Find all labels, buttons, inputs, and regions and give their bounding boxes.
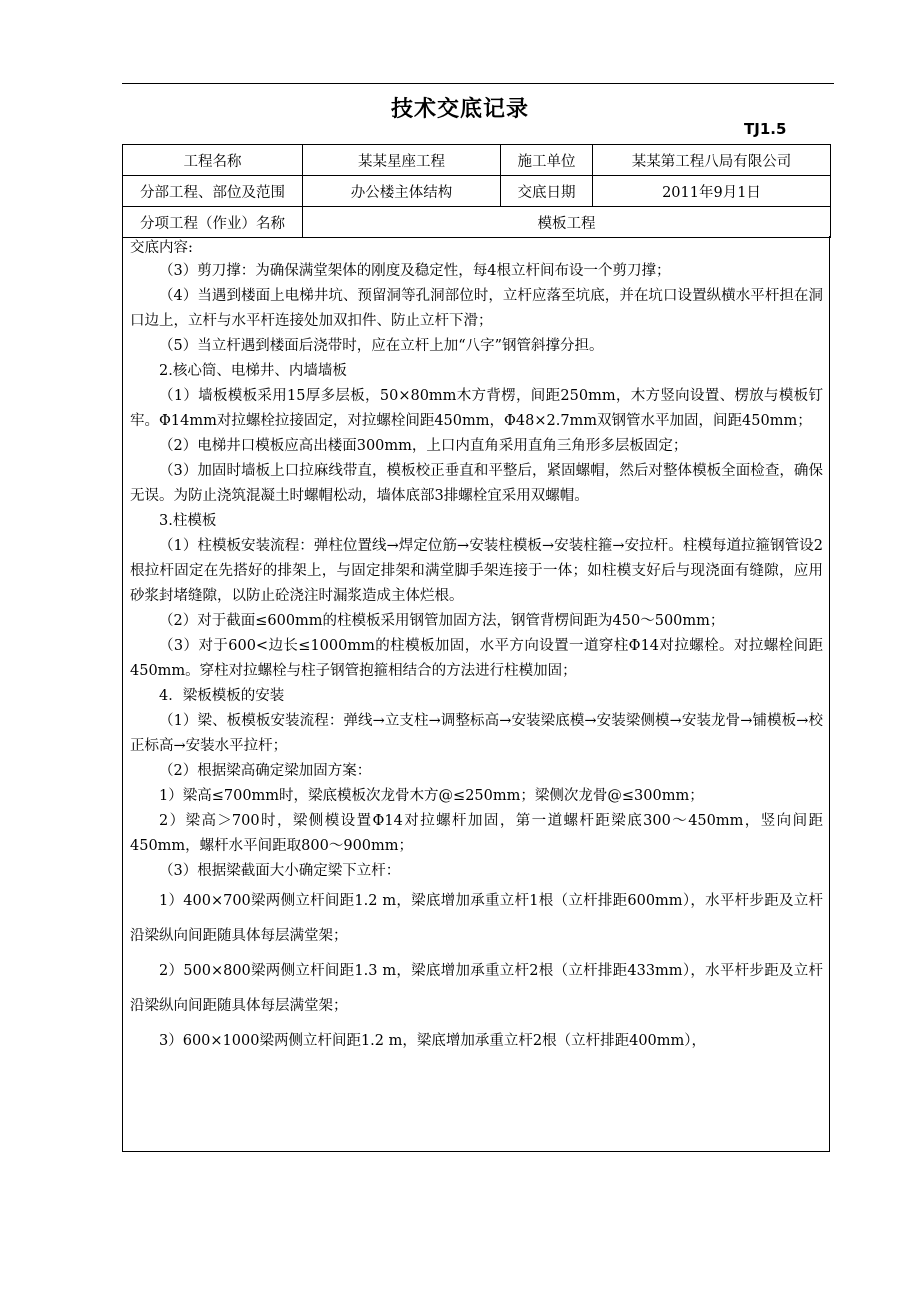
value-project-name: 某某星座工程 <box>303 145 501 176</box>
paragraph: （1）梁、板模板安装流程：弹线→立支柱→调整标高→安装梁底模→安装梁侧模→安装龙骨→铺模板→校正标高→安装水平拉杆； <box>130 713 823 754</box>
paragraph: 2）500×800梁两侧立杆间距1.3 m，梁底增加承重立杆2根（立杆排距433mm），水平杆步距及立杆沿梁纵向间距随具体每层满堂架； <box>130 963 823 1014</box>
paragraph: （1）柱模板安装流程：弹柱位置线→焊定位筋→安装柱模板→安装柱箍→安拉杆。柱模每道拉箍钢管设2根拉杆固定在先搭好的排架上，与固定排架和满堂脚手架连接于一体；如柱模支好后与现浇面有缝隙，应用砂浆封堵缝隙，以防止砼浇注时漏浆造成主体烂根。 <box>130 538 823 604</box>
document-code: TJ1.5 <box>744 120 787 138</box>
paragraph: （3）根据梁截面大小确定梁下立杆： <box>159 863 401 879</box>
label-project-name: 工程名称 <box>123 145 303 176</box>
label-subitem: 分项工程（作业）名称 <box>123 207 303 238</box>
paragraph: （2）对于截面≤600mm的柱模板采用钢管加固方法，钢管背楞间距为450～500mm； <box>159 613 725 629</box>
paragraph: （1）墙板模板采用15厚多层板，50×80mm木方背楞，间距250mm，木方竖向设置、楞放与模板钉牢。Φ14mm对拉螺栓拉接固定，对拉螺栓间距450mm，Φ48×2.7mm双钢管水平加固，间距450mm； <box>130 388 823 429</box>
label-division: 分部工程、部位及范围 <box>123 176 303 207</box>
paragraph: （5）当立杆遇到楼面后浇带时，应在立杆上加“八字”钢管斜撑分担。 <box>159 338 604 354</box>
paragraph: （2）根据梁高确定梁加固方案： <box>159 763 372 779</box>
paragraph: 1）梁高≤700mm时，梁底模板次龙骨木方@≤250mm；梁侧次龙骨@≤300mm； <box>159 788 704 804</box>
content-box <box>122 236 830 1152</box>
page-title: 技术交底记录 <box>390 97 529 122</box>
value-subitem: 模板工程 <box>303 207 831 238</box>
header-row-project <box>123 145 831 176</box>
paragraph: （4）当遇到楼面上电梯井坑、预留洞等孔洞部位时，立杆应落至坑底，并在坑口设置纵横水平杆担在洞口边上，立杆与水平杆连接处加双扣件、防止立杆下滑； <box>130 288 823 329</box>
value-contractor: 某某第工程八局有限公司 <box>593 145 831 176</box>
header-row-division <box>123 176 831 207</box>
value-date: 2011年9月1日 <box>593 176 831 207</box>
label-contractor: 施工单位 <box>501 145 593 176</box>
value-division: 办公楼主体结构 <box>303 176 501 207</box>
paragraph: （3）加固时墙板上口拉麻线带直，模板校正垂直和平整后，紧固螺帽，然后对整体模板全面检查，确保无误。为防止浇筑混凝土时螺帽松动，墙体底部3排螺栓宜采用双螺帽。 <box>130 463 823 504</box>
content-label: 交底内容: <box>130 240 193 256</box>
paragraph: （3）对于600<边长≤1000mm的柱模板加固，水平方向设置一道穿柱Φ14对拉螺栓。对拉螺栓间距450mm。穿柱对拉螺栓与柱子钢管抱箍相结合的方法进行柱模加固； <box>130 638 823 679</box>
section-heading: 2.核心筒、电梯井、内墙墙板 <box>159 363 347 379</box>
section-heading: 4．梁板模板的安装 <box>159 688 285 704</box>
label-date: 交底日期 <box>501 176 593 207</box>
paragraph: 1）400×700梁两侧立杆间距1.2 m，梁底增加承重立杆1根（立杆排距600mm），水平杆步距及立杆沿梁纵向间距随具体每层满堂架； <box>130 893 823 944</box>
paragraph: （2）电梯井口模板应高出楼面300mm，上口内直角采用直角三角形多层板固定； <box>159 438 688 454</box>
paragraph: 2）梁高＞700时，梁侧模设置Φ14对拉螺杆加固，第一道螺杆距梁底300～450mm，竖向间距450mm，螺杆水平间距取800～900mm； <box>130 813 823 854</box>
header-table <box>122 144 831 238</box>
top-rule <box>122 83 834 84</box>
paragraph: 3）600×1000梁两侧立杆间距1.2 m，梁底增加承重立杆2根（立杆排距400mm）， <box>159 1033 707 1049</box>
paragraph: （3）剪刀撑：为确保满堂架体的刚度及稳定性，每4根立杆间布设一个剪刀撑； <box>159 263 671 279</box>
section-heading: 3.柱模板 <box>159 513 217 529</box>
header-row-subitem <box>123 207 831 238</box>
